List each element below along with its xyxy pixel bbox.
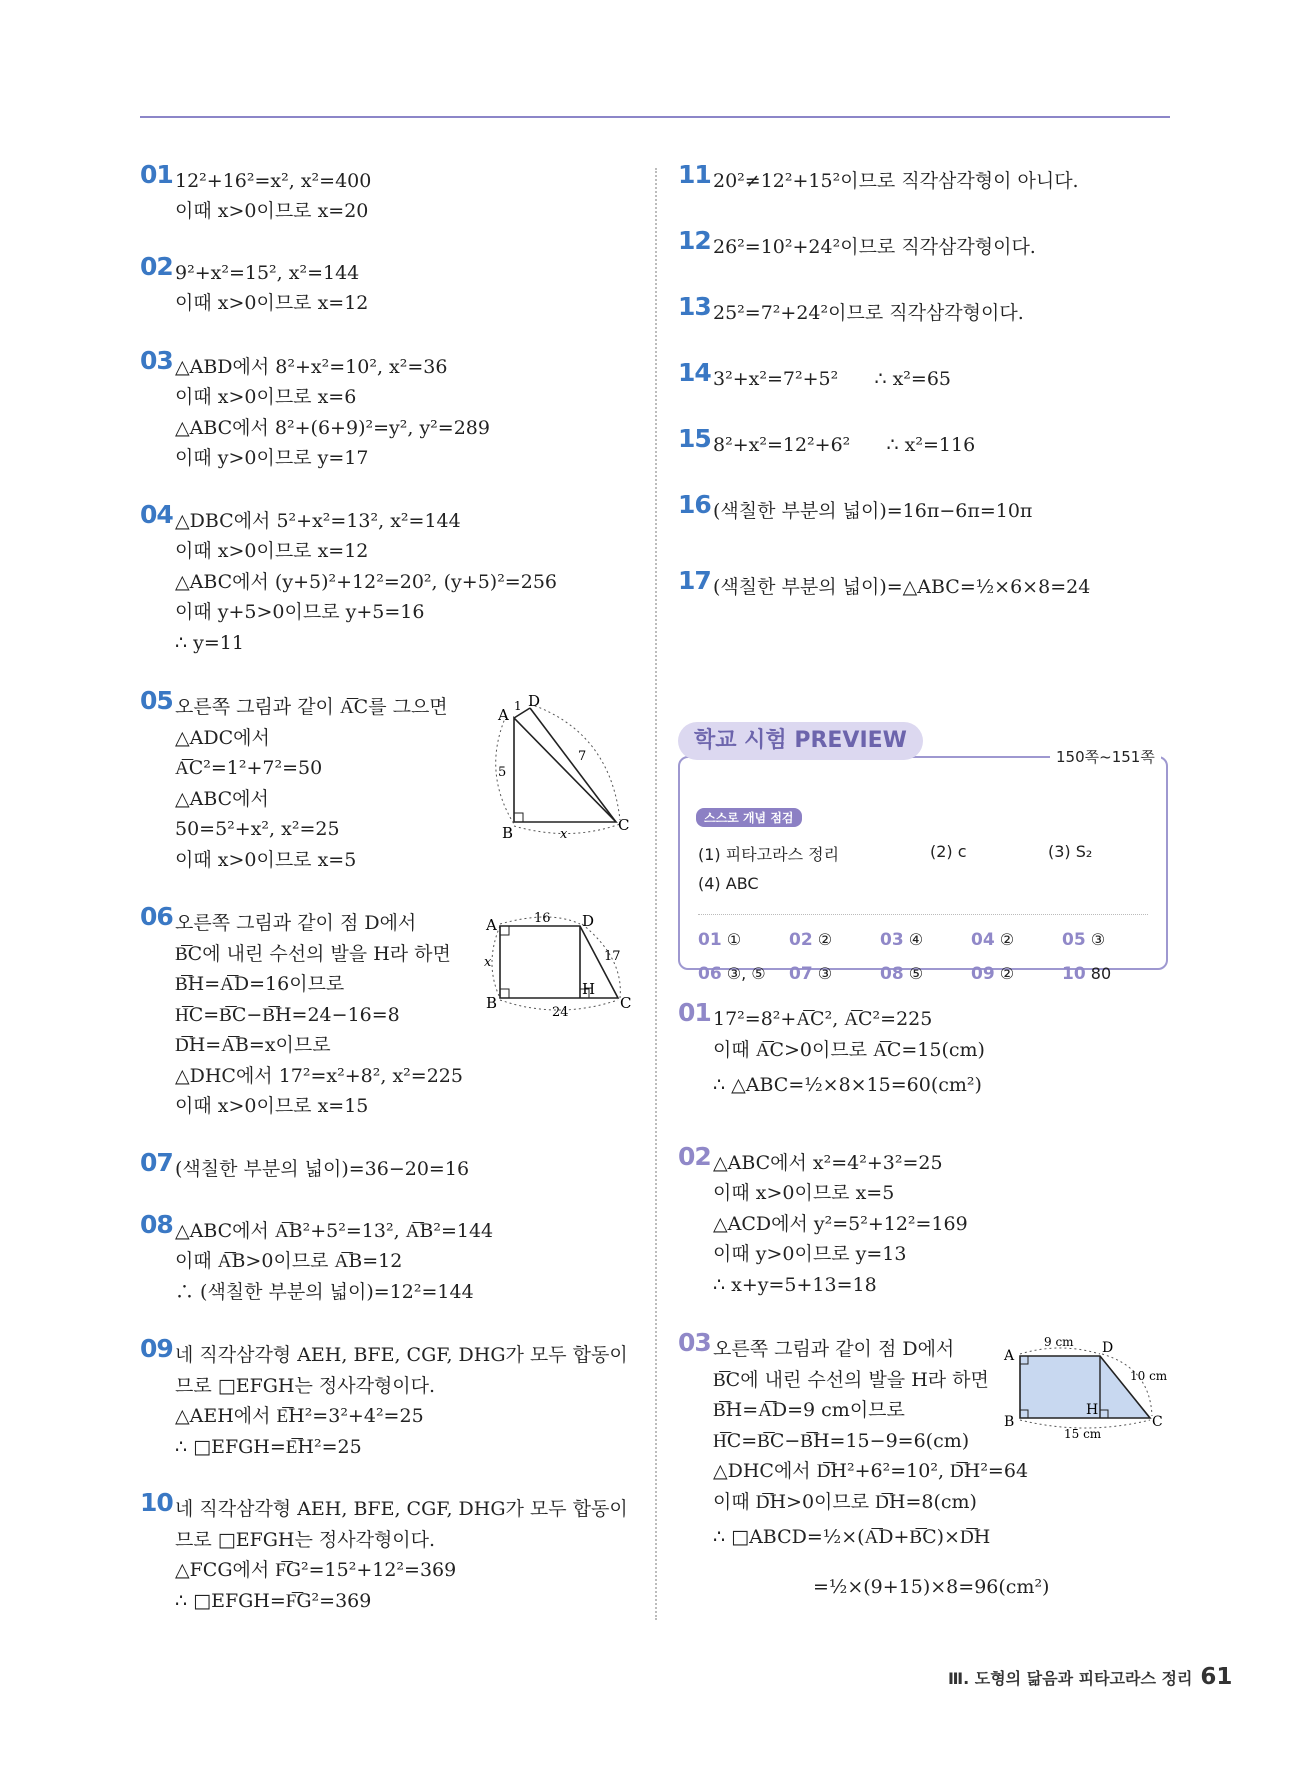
solution-line: B͞H=A͞D=9 cm이므로 <box>713 1399 905 1421</box>
label-b: B <box>486 994 498 1012</box>
label-c: C <box>618 816 630 834</box>
solution-line: 네 직각삼각형 AEH, BFE, CGF, DHG가 모두 합동이 <box>175 1344 628 1366</box>
solution-line: 17²=8²+A͞C², A͞C²=225 <box>713 1008 933 1030</box>
label-c: C <box>1152 1414 1163 1430</box>
solution-line: ∴ △ABC=½×8×15=60(cm²) <box>713 1074 982 1096</box>
answer-item: 09 ② <box>971 964 1015 984</box>
page-number: 61 <box>1200 1664 1233 1690</box>
answer-item: 01 ① <box>698 930 742 950</box>
label-right: 17 <box>604 949 621 964</box>
answer-item: 10 80 <box>1062 964 1112 984</box>
figure-preview-03 <box>1000 1332 1180 1444</box>
solution-line: 이때 x>0이므로 x=20 <box>175 200 369 222</box>
label-d: D <box>582 912 595 930</box>
solution-line: 므로 □EFGH는 정사각형이다. <box>175 1529 436 1551</box>
solution-line: 26²=10²+24²이므로 직각삼각형이다. <box>713 236 1036 258</box>
figure-06 <box>478 908 638 1018</box>
problem-number: 10 <box>140 1488 173 1517</box>
problem-number: 02 <box>140 252 173 281</box>
problem-number: 07 <box>140 1148 173 1177</box>
right-angle-b <box>500 989 509 998</box>
label-top: 16 <box>534 911 551 926</box>
solution-line: (색칠한 부분의 넓이)=36−20=16 <box>175 1158 470 1180</box>
right-angle-mark <box>514 813 523 822</box>
right-angle-a <box>500 926 509 935</box>
problem-number: 16 <box>678 490 711 519</box>
solution-line: 이때 x>0이므로 x=12 <box>175 540 369 562</box>
solution-line: H͞C=B͞C−B͞H=24−16=8 <box>175 1004 400 1026</box>
solution-line: ∴ x+y=5+13=18 <box>713 1274 877 1296</box>
problem-number: 08 <box>140 1210 173 1239</box>
solution-line: 네 직각삼각형 AEH, BFE, CGF, DHG가 모두 합동이 <box>175 1498 628 1520</box>
solution-line: 오른쪽 그림과 같이 점 D에서 <box>175 912 417 934</box>
problem-number: 13 <box>678 292 711 321</box>
problem-number: 01 <box>678 998 711 1027</box>
solution-line: 12²+16²=x², x²=400 <box>175 170 372 192</box>
concept-answer-4: (4) ABC <box>698 874 759 893</box>
solution-line: △ABC에서 <box>175 788 269 810</box>
concept-answer-1: (1) 피타고라스 정리 <box>698 845 840 864</box>
answer-item: 08 ⑤ <box>880 964 924 984</box>
label-left: x <box>484 955 492 970</box>
label-side-x: x <box>560 827 568 842</box>
solution-line: 20²≠12²+15²이므로 직각삼각형이 아니다. <box>713 170 1079 192</box>
solution-line: ∴ y=11 <box>175 632 244 654</box>
label-bottom: 24 <box>552 1005 569 1018</box>
solution-line: 25²=7²+24²이므로 직각삼각형이다. <box>713 302 1024 324</box>
solution-line: △ABC에서 (y+5)²+12²=20², (y+5)²=256 <box>175 571 557 593</box>
arc-7 <box>530 704 620 820</box>
label-b: B <box>1004 1414 1015 1430</box>
label-h: H <box>1086 1402 1099 1418</box>
solution-line: 오른쪽 그림과 같이 점 D에서 <box>713 1338 955 1360</box>
figure-05 <box>490 692 640 842</box>
solution-line: △DHC에서 17²=x²+8², x²=225 <box>175 1065 463 1087</box>
solution-line: △ABD에서 8²+x²=10², x²=36 <box>175 356 448 378</box>
solution-line: 이때 x>0이므로 x=5 <box>713 1182 895 1204</box>
label-b: B <box>502 824 514 842</box>
solution-line: △ABC에서 8²+(6+9)²=y², y²=289 <box>175 417 490 439</box>
solution-line: 이때 D͞H>0이므로 D͞H=8(cm) <box>713 1491 977 1513</box>
label-d: D <box>1102 1340 1114 1356</box>
solution-line: H͞C=B͞C−B͞H=15−9=6(cm) <box>713 1430 970 1452</box>
label-c: C <box>620 994 632 1012</box>
solution-line: 이때 A͞B>0이므로 A͞B=12 <box>175 1250 403 1272</box>
problem-number: 17 <box>678 566 711 595</box>
label-right: 10 cm <box>1130 1369 1168 1383</box>
problem-number: 05 <box>140 686 173 715</box>
solution-line: 이때 y+5>0이므로 y+5=16 <box>175 601 425 623</box>
problem-number: 14 <box>678 358 711 387</box>
solution-line: ∴ (색칠한 부분의 넓이)=12²=144 <box>175 1281 474 1303</box>
label-side-5: 5 <box>498 765 507 780</box>
solution-line: D͞H=A͞B=x이므로 <box>175 1034 331 1056</box>
solution-line: △ADC에서 <box>175 727 270 749</box>
solution-line: 이때 A͞C>0이므로 A͞C=15(cm) <box>713 1039 985 1061</box>
label-side-7: 7 <box>578 749 587 764</box>
solution-line: 50=5²+x², x²=25 <box>175 818 340 840</box>
label-h: H <box>582 980 596 998</box>
problem-number: 02 <box>678 1142 711 1171</box>
answer-item: 02 ② <box>789 930 833 950</box>
solution-line: 므로 □EFGH는 정사각형이다. <box>175 1375 436 1397</box>
solution-line: ∴ □EFGH=E͞H²=25 <box>175 1436 362 1458</box>
column-divider <box>655 168 657 1620</box>
header-rule <box>140 116 1170 118</box>
solution-line: =½×(9+15)×8=96(cm²) <box>813 1576 1050 1598</box>
solution-line: △ABC에서 x²=4²+3²=25 <box>713 1152 943 1174</box>
label-a: A <box>1004 1348 1015 1364</box>
label-side-1: 1 <box>514 699 522 713</box>
preview-page-range: 150쪽~151쪽 <box>1050 746 1161 767</box>
side-dc <box>530 708 616 822</box>
label-a: A <box>498 706 509 724</box>
label-bottom: 15 cm <box>1064 1427 1102 1441</box>
solution-line: △DBC에서 5²+x²=13², x²=144 <box>175 510 461 532</box>
solution-line: 3²+x²=7²+5² ∴ x²=65 <box>713 368 952 390</box>
solution-line: 이때 x>0이므로 x=15 <box>175 1095 369 1117</box>
answer-item: 03 ④ <box>880 930 924 950</box>
solution-line: 이때 y>0이므로 y=13 <box>713 1243 907 1265</box>
preview-box <box>678 756 1168 984</box>
problem-number: 04 <box>140 500 173 529</box>
trapezoid-abcd <box>1020 1356 1150 1418</box>
preview-title: 학교 시험 PREVIEW <box>678 722 923 760</box>
solution-line: 이때 x>0이므로 x=12 <box>175 292 369 314</box>
solution-line: 오른쪽 그림과 같이 A͞C를 그으면 <box>175 696 448 718</box>
problem-number: 01 <box>140 160 173 189</box>
problem-number: 03 <box>140 346 173 375</box>
label-a: A <box>486 916 497 934</box>
label-d: D <box>528 692 541 710</box>
problem-number: 11 <box>678 160 711 189</box>
solution-line: B͞C에 내린 수선의 발을 H라 하면 <box>713 1369 989 1391</box>
trapezoid-abcd <box>500 926 618 998</box>
solution-line: △DHC에서 D͞H²+6²=10², D͞H²=64 <box>713 1460 1029 1482</box>
solution-line: A͞C²=1²+7²=50 <box>175 757 323 779</box>
label-top: 9 cm <box>1044 1335 1074 1349</box>
answer-item: 07 ③ <box>789 964 833 984</box>
solution-line: △ACD에서 y²=5²+12²=169 <box>713 1213 968 1235</box>
answer-item: 04 ② <box>971 930 1015 950</box>
solution-line: B͞H=A͞D=16이므로 <box>175 973 345 995</box>
concept-answer-3: (3) S₂ <box>1048 842 1093 861</box>
solution-line: 9²+x²=15², x²=144 <box>175 262 360 284</box>
problem-number: 09 <box>140 1334 173 1363</box>
problem-number: 06 <box>140 902 173 931</box>
page-footer <box>948 1664 1232 1690</box>
solution-line: 이때 y>0이므로 y=17 <box>175 447 369 469</box>
answer-item: 05 ③ <box>1062 930 1106 950</box>
solution-line: 8²+x²=12²+6² ∴ x²=116 <box>713 434 976 456</box>
concept-check-badge: 스스로 개념 점검 <box>696 808 802 827</box>
problem-number: 15 <box>678 424 711 453</box>
solution-line: 이때 x>0이므로 x=6 <box>175 386 357 408</box>
solution-line: ∴ □ABCD=½×(A͞D+B͞C)×D͞H <box>713 1526 991 1548</box>
solution-line: (색칠한 부분의 넓이)=16π−6π=10π <box>713 500 1033 522</box>
arc-left <box>492 926 500 998</box>
solution-line: B͞C에 내린 수선의 발을 H라 하면 <box>175 943 451 965</box>
problem-number: 12 <box>678 226 711 255</box>
solution-line: △AEH에서 E͞H²=3²+4²=25 <box>175 1405 424 1427</box>
solution-line: △FCG에서 F͞G²=15²+12²=369 <box>175 1559 457 1581</box>
answer-item: 06 ③, ⑤ <box>698 964 766 984</box>
school-exam-preview <box>678 722 1168 984</box>
dotted-separator <box>698 914 1148 915</box>
chapter-title: Ⅲ. 도형의 닮음과 피타고라스 정리 <box>948 1669 1193 1688</box>
triangle-abc <box>514 718 616 822</box>
problem-number: 03 <box>678 1328 711 1357</box>
solution-line: ∴ □EFGH=F͞G²=369 <box>175 1590 372 1612</box>
solution-line: 이때 x>0이므로 x=5 <box>175 849 357 871</box>
concept-answer-2: (2) c <box>930 842 967 861</box>
solution-line: △ABC에서 A͞B²+5²=13², A͞B²=144 <box>175 1220 494 1242</box>
solution-line: (색칠한 부분의 넓이)=△ABC=½×6×8=24 <box>713 576 1091 598</box>
